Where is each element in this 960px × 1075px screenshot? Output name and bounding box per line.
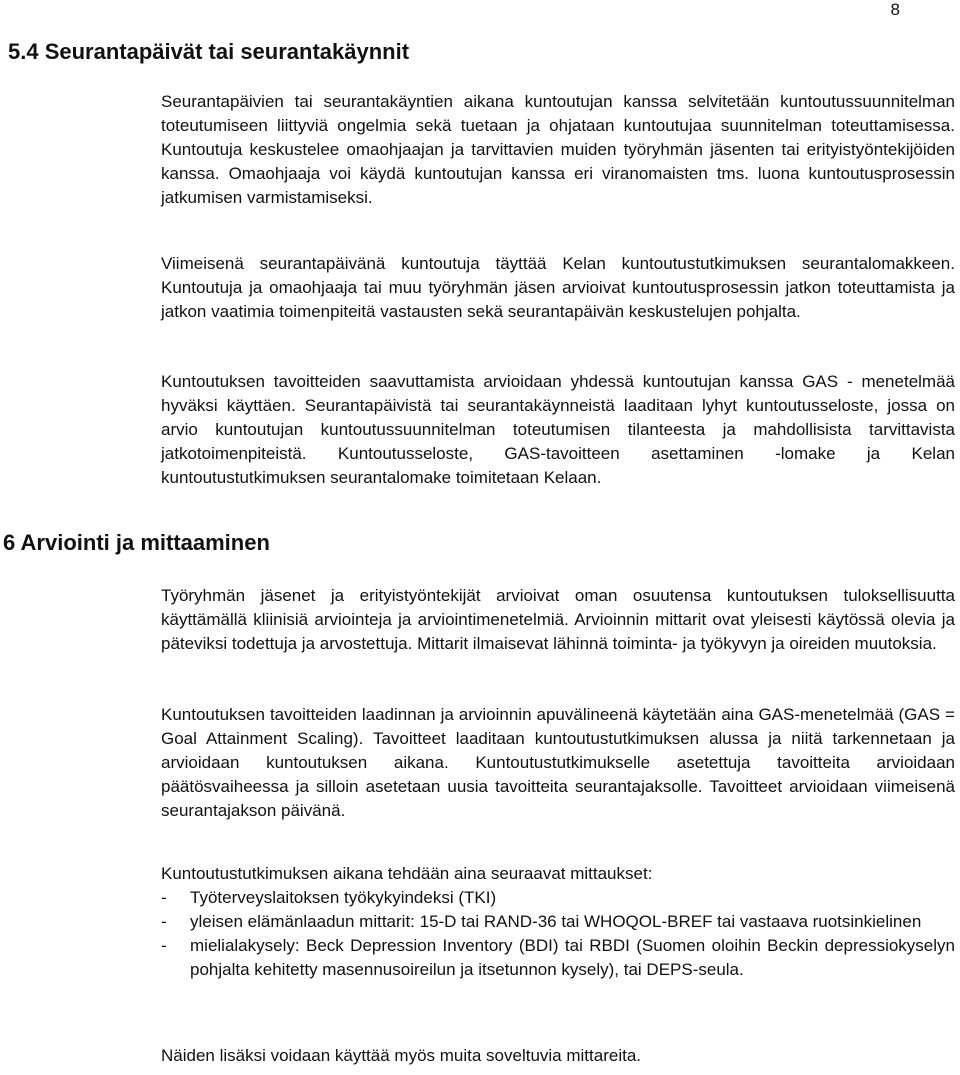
list-marker: - xyxy=(161,912,167,931)
list-item xyxy=(161,934,955,982)
page-number: 8 xyxy=(890,0,900,19)
paragraph: Kuntoutuksen tavoitteiden laadinnan ja arvioinnin apuvälineenä käytetään aina GAS-menetelmää (GAS = Goal Attainment Scaling). Tavoitteet laaditaan kuntoutustutkimuksen alussa ja niitä tarkennetaan ja arvioidaan kuntoutuksen aikana. Kuntoutustutkimukselle asetettuja tavoitteita arvioidaan päätösvaiheessa ja silloin asetetaan uusia tavoitteita seurantajaksolle. Tavoitteet arvioidaan viimeisenä seurantajakson päivänä. xyxy=(161,705,955,820)
paragraph: Kuntoutuksen tavoitteiden saavuttamista arvioidaan yhdessä kuntoutujan kanssa GAS - menetelmää hyväksi käyttäen. Seurantapäivistä tai seurantakäynneistä laaditaan lyhyt kuntoutusseloste, jossa on arvio kuntoutujan kuntoutussuunnitelman toteutumisen tilanteesta ja mahdollisista tarvittavista jatkotoimenpiteistä. Kuntoutusseloste, GAS-tavoitteen asettaminen -lomake ja Kelan kuntoutustutkimuksen seurantalomake toimitetaan Kelaan. xyxy=(161,372,955,487)
list-item-text: Työterveyslaitoksen työkykyindeksi (TKI) xyxy=(190,888,497,907)
paragraph: Seurantapäivien tai seurantakäyntien aikana kuntoutujan kanssa selvitetään kuntoutussuunnitelman toteutumiseen liittyviä ongelmia sekä tuetaan ja ohjataan kuntoutujaa suunnitelman toteuttamisessa. Kuntoutuja keskustelee omaohjaajan ja tarvittavien muiden työryhmän jäsenten tai erityistyöntekijöiden kanssa. Omaohjaaja voi käydä kuntoutujan kanssa eri viranomaisten tms. luona kuntoutusprosessin jatkumisen varmistamiseksi. xyxy=(161,92,955,207)
list-item-text: mielialakysely: Beck Depression Inventory (BDI) tai RBDI (Suomen oloihin Beckin depressiokyselyn pohjalta kehitetty masennusoireilun ja itsetunnon kysely), tai DEPS-seula. xyxy=(190,936,955,979)
list-item-text: yleisen elämänlaadun mittarit: 15-D tai RAND-36 tai WHOQOL-BREF tai vastaava ruotsinkielinen xyxy=(190,912,922,931)
measurement-list xyxy=(161,886,955,982)
closing-paragraph: Näiden lisäksi voidaan käyttää myös muita soveltuvia mittareita. xyxy=(161,1046,641,1065)
section-heading-5-4: 5.4 Seurantapäivät tai seurantakäynnit xyxy=(8,39,410,64)
paragraph: Kuntoutustutkimuksen aikana tehdään aina seuraavat mittaukset: xyxy=(161,864,653,883)
list-item xyxy=(161,910,955,934)
paragraph: Työryhmän jäsenet ja erityistyöntekijät arvioivat oman osuutensa kuntoutuksen tuloksellisuutta käyttämällä kliinisiä arviointeja ja arviointimenetelmiä. Arvioinnin mittarit ovat yleisesti käytössä olevia ja päteviksi todettuja ja arvostettuja. Mittarit ilmaisevat lähinnä toiminta- ja työkyvyn ja oireiden muutoksia. xyxy=(161,586,955,653)
list-marker: - xyxy=(161,936,167,955)
paragraph: Viimeisenä seurantapäivänä kuntoutuja täyttää Kelan kuntoutustutkimuksen seurantalomakkeen. Kuntoutuja ja omaohjaaja tai muu työryhmän jäsen arvioivat kuntoutusprosessin jatkon toteuttamista ja jatkon vaatimia toimenpiteitä vastausten sekä seurantapäivän keskustelujen pohjalta. xyxy=(161,254,955,321)
list-marker: - xyxy=(161,888,167,907)
list-item xyxy=(161,886,955,910)
section-heading-6: 6 Arviointi ja mittaaminen xyxy=(3,530,270,555)
